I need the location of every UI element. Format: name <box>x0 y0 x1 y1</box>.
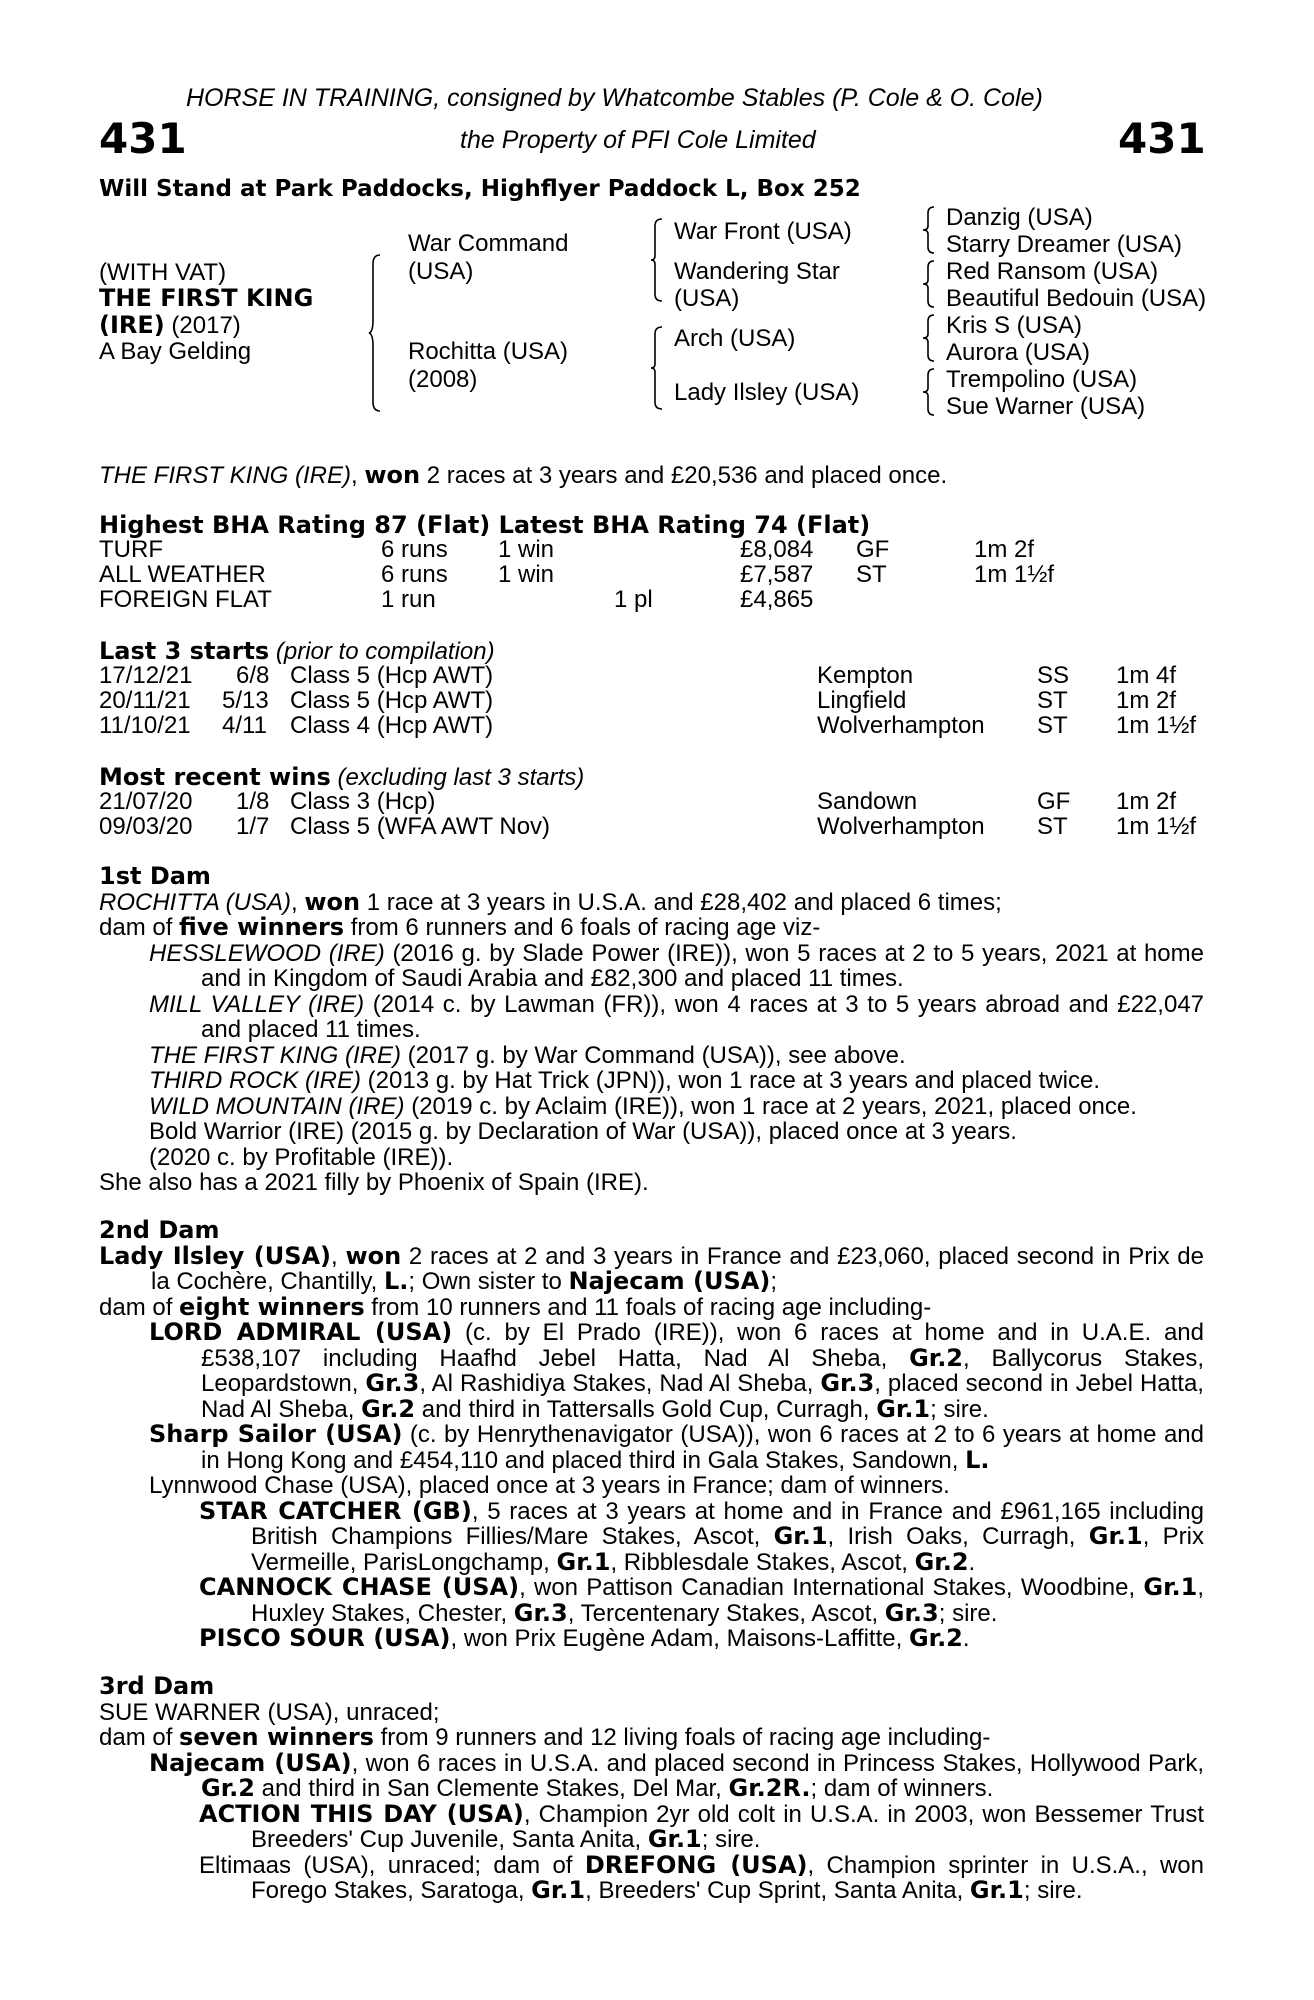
pedigree-brace-4c <box>922 314 936 362</box>
horse-name: THE FIRST KING <box>99 284 314 312</box>
pedigree-brace-dam <box>650 326 664 410</box>
rating-surface: TURF <box>99 536 163 563</box>
progeny-entry: HESSLEWOOD (IRE) (2016 g. by Slade Power (IRE)), won 5 races at 2 to 5 years, 2021 at home and in Kingdom of Saudi Arabia and £82,300 and placed 11 times. <box>149 939 1204 992</box>
ped-dsd: Aurora (USA) <box>946 339 1091 366</box>
win-going: GF <box>1037 788 1071 815</box>
second-dam-heading: 2nd Dam <box>99 1216 220 1244</box>
win-distance: 1m 2f <box>1116 788 1177 815</box>
ped-sss: Danzig (USA) <box>946 204 1093 231</box>
stabling-line: Will Stand at Park Paddocks, Highflyer Paddock L, Box 252 <box>99 176 861 202</box>
start-race: Class 5 (Hcp AWT) <box>290 687 494 714</box>
also-has-line: She also has a 2021 filly by Phoenix of Spain (IRE). <box>99 1169 649 1196</box>
start-date: 17/12/21 <box>99 662 193 689</box>
ped-dds: Trempolino (USA) <box>946 366 1138 393</box>
win-course: Sandown <box>817 788 918 815</box>
rating-heading: Highest BHA Rating 87 (Flat) Latest BHA Rating 74 (Flat) <box>99 511 871 539</box>
progeny-entry: STAR CATCHER (GB), 5 races at 3 years at home and in France and £961,165 including British Champions Fillies/Mare Stakes, Ascot, Gr.1, Irish Oaks, Curragh, Gr.1, Prix Vermeille, ParisLongchamp, Gr.1, Ribblesdale Stakes, Ascot, Gr.2. <box>199 1496 1205 1576</box>
lot-number-left: 431 <box>99 114 187 163</box>
progeny-entry: Lynnwood Chase (USA), placed once at 3 years in France; dam of winners. <box>149 1472 950 1499</box>
rating-runs: 1 run <box>381 586 436 613</box>
sire-name: War Command <box>408 230 569 257</box>
first-dam-section: 1st Dam ROCHITTA (USA), won 1 race at 3 years in U.S.A. and £28,402 and placed 6 times; dam of five winners from 6 runners and 6 foals of racing age viz- HESSLEWOOD (IRE) (2016 g. by Slade Power (IRE)), won 5 races at 2 to 5 years, 2021 at home and in Kingdom of Saudi Arabia and £82,300 and placed 11 times. MILL VALLEY (IRE) (2014 c. by Lawman (FR)), won 4 races at 3 to 5 years abroad and £22,047 and placed 11 times. THE FIRST KING (IRE) (2017 g. by War Command (USA)), see above. THIRD ROCK (IRE) (2013 g. by Hat Trick (JPN)), won 1 race at 3 years and placed twice. WILD MOUNTAIN (IRE) (2019 c. by Aclaim (IRE)), won 1 race at 2 years, 2021, placed once. Bold Warrior (IRE) (2015 g. by Declaration of War (USA)), placed once at 3 years. (2020 c. by Profitable (IRE)). She also has a 2021 filly by Phoenix of Spain (IRE). <box>99 862 1205 1196</box>
start-going: ST <box>1037 712 1068 739</box>
ped-ss: War Front (USA) <box>674 218 852 245</box>
pedigree-brace-sire <box>650 218 664 302</box>
start-position: 4/11 <box>222 712 267 739</box>
rating-going: ST <box>856 561 887 588</box>
ped-sds: Red Ransom (USA) <box>946 258 1159 285</box>
progeny-entry: Najecam (USA), won 6 races in U.S.A. and placed second in Princess Stakes, Hollywood Park, Gr.2 and third in San Clemente Stakes, Del Mar, Gr.2R.; dam of winners. <box>149 1748 1204 1802</box>
win-going: ST <box>1037 813 1068 840</box>
pedigree-brace-4d <box>922 368 936 416</box>
first-dam-heading: 1st Dam <box>99 862 211 890</box>
start-date: 20/11/21 <box>99 687 191 714</box>
last-starts-heading: Last 3 starts (prior to compilation) <box>99 637 495 665</box>
progeny-entry: THE FIRST KING (IRE) (2017 g. by War Command (USA)), see above. <box>149 1041 906 1069</box>
horse-description: A Bay Gelding <box>99 338 252 365</box>
start-course: Wolverhampton <box>817 712 985 739</box>
lot-number-right: 431 <box>1118 114 1206 163</box>
horse-year: (2017) <box>171 312 241 339</box>
start-course: Kempton <box>817 662 914 689</box>
rating-prize: £7,587 <box>740 561 814 588</box>
progeny-entry: ACTION THIS DAY (USA), Champion 2yr old colt in U.S.A. in 2003, won Bessemer Trust Breeders' Cup Juvenile, Santa Anita, Gr.1; sire. <box>199 1799 1204 1853</box>
win-race: Class 3 (Hcp) <box>290 788 436 815</box>
rating-wins: 1 win <box>498 536 555 563</box>
progeny-entry: PISCO SOUR (USA), won Prix Eugène Adam, Maisons-Laffitte, Gr.2. <box>199 1624 970 1652</box>
progeny-entry: CANNOCK CHASE (USA), won Pattison Canadian International Stakes, Woodbine, Gr.1, Huxley Stakes, Chester, Gr.3, Tercentenary Stakes, Ascot, Gr.3; sire. <box>199 1573 1205 1627</box>
consignment-line: HORSE IN TRAINING, consigned by Whatcombe Stables (P. Cole & O. Cole) <box>186 84 1043 112</box>
pedigree-brace-4a <box>922 206 936 254</box>
ped-sd: Wandering Star <box>674 258 840 285</box>
rating-prize: £8,084 <box>740 536 814 563</box>
ped-sd-country: (USA) <box>674 285 740 312</box>
start-distance: 1m 2f <box>1116 687 1177 714</box>
rating-distance: 1m 2f <box>974 536 1035 563</box>
start-date: 11/10/21 <box>99 712 191 739</box>
rating-runs: 6 runs <box>381 536 448 563</box>
rating-prize: £4,865 <box>740 586 814 613</box>
progeny-entry: WILD MOUNTAIN (IRE) (2019 c. by Aclaim (IRE)), won 1 race at 2 years, 2021, placed once. <box>149 1092 1137 1120</box>
rating-wins: 1 win <box>498 561 555 588</box>
race-summary: THE FIRST KING (IRE), won 2 races at 3 years and £20,536 and placed once. <box>99 461 948 489</box>
progeny-entry: Sharp Sailor (USA) (c. by Henrythenavigator (USA)), won 6 races at 2 to 6 years at home and in Hong Kong and £454,110 and placed third in Gala Stakes, Sandown, L. <box>149 1420 1204 1474</box>
ped-ddd: Sue Warner (USA) <box>946 393 1146 420</box>
win-position: 1/7 <box>236 813 270 840</box>
dam-name: Rochitta (USA) <box>408 338 569 365</box>
start-position: 5/13 <box>222 687 269 714</box>
third-dam-heading: 3rd Dam <box>99 1672 215 1700</box>
win-distance: 1m 1½f <box>1116 813 1197 840</box>
start-going: SS <box>1037 662 1070 689</box>
pedigree-brace-main <box>368 254 382 412</box>
win-position: 1/8 <box>236 788 270 815</box>
rating-places: 1 pl <box>614 586 653 613</box>
start-position: 6/8 <box>236 662 270 689</box>
ped-sdd: Beautiful Bedouin (USA) <box>946 285 1207 312</box>
win-race: Class 5 (WFA AWT Nov) <box>290 813 551 840</box>
ped-dd: Lady Ilsley (USA) <box>674 379 860 406</box>
win-date: 21/07/20 <box>99 788 193 815</box>
ped-ssd: Starry Dreamer (USA) <box>946 231 1183 258</box>
start-distance: 1m 1½f <box>1116 712 1197 739</box>
recent-wins-heading: Most recent wins (excluding last 3 starts) <box>99 763 585 791</box>
win-date: 09/03/20 <box>99 813 193 840</box>
start-race: Class 5 (Hcp AWT) <box>290 662 494 689</box>
progeny-entry: MILL VALLEY (IRE) (2014 c. by Lawman (FR)), won 4 races at 3 to 5 years abroad and £22,047 and placed 11 times. <box>149 990 1205 1043</box>
start-race: Class 4 (Hcp AWT) <box>290 712 494 739</box>
progeny-entry: (2020 c. by Profitable (IRE)). <box>149 1143 454 1171</box>
progeny-entry: THIRD ROCK (IRE) (2013 g. by Hat Trick (JPN)), won 1 race at 3 years and placed twice. <box>149 1067 1100 1094</box>
rating-runs: 6 runs <box>381 561 448 588</box>
rating-going: GF <box>856 536 890 563</box>
start-going: ST <box>1037 687 1068 714</box>
ped-dss: Kris S (USA) <box>946 312 1083 339</box>
progeny-entry: Eltimaas (USA), unraced; dam of DREFONG (USA), Champion sprinter in U.S.A., won Forego Stakes, Saratoga, Gr.1, Breeders' Cup Sprint, Santa Anita, Gr.1; sire. <box>199 1850 1204 1904</box>
win-course: Wolverhampton <box>817 813 985 840</box>
property-line: the Property of PFI Cole Limited <box>460 126 816 154</box>
rating-distance: 1m 1½f <box>974 561 1055 588</box>
rating-surface: ALL WEATHER <box>99 561 266 588</box>
ped-ds: Arch (USA) <box>674 325 796 352</box>
progeny-entry: LORD ADMIRAL (USA) (c. by El Prado (IRE)), won 6 races at home and in U.A.E. and £538,107 including Haafhd Jebel Hatta, Nad Al Sheba, Gr.2, Ballycorus Stakes, Leopardstown, Gr.3, Al Rashidiya Stakes, Nad Al Sheba, Gr.3, placed second in Jebel Hatta, Nad Al Sheba, Gr.2 and third in Tattersalls Gold Cup, Curragh, Gr.1; sire. <box>149 1318 1205 1423</box>
second-dam-section: 2nd Dam Lady Ilsley (USA), won 2 races at 2 and 3 years in France and £23,060, placed second in Prix de la Cochère, Chantilly, L.; Own sister to Najecam (USA); dam of eight winners from 10 runners and 11 foals of racing age including- LORD ADMIRAL (USA) (c. by El Prado (IRE)), won 6 races at home and in U.A.E. and £538,107 including Haafhd Jebel Hatta, Nad Al Sheba, Gr.2, Ballycorus Stakes, Leopardstown, Gr.3, Al Rashidiya Stakes, Nad Al Sheba, Gr.3, placed second in Jebel Hatta, Nad Al Sheba, Gr.2 and third in Tattersalls Gold Cup, Curragh, Gr.1; sire. Sharp Sailor (USA) (c. by Henrythenavigator (USA)), won 6 races at 2 to 6 years at home and in Hong Kong and £454,110 and placed third in Gala Stakes, Sandown, L. Lynnwood Chase (USA), placed once at 3 years in France; dam of winners. STAR CATCHER (GB), 5 races at 3 years at home and in France and £961,165 including British Champions Fillies/Mare Stakes, Ascot, Gr.1, Irish Oaks, Curragh, Gr.1, Prix Vermeille, ParisLongchamp, Gr.1, Ribblesdale Stakes, Ascot, Gr.2. CANNOCK CHASE (USA), won Pattison Canadian International Stakes, Woodbine, Gr.1, Huxley Stakes, Chester, Gr.3, Tercentenary Stakes, Ascot, Gr.3; sire. PISCO SOUR (USA), won Prix Eugène Adam, Maisons-Laffitte, Gr.2. <box>99 1216 1205 1652</box>
start-course: Lingfield <box>817 687 907 714</box>
sire-country: (USA) <box>408 258 474 285</box>
dam-year: (2008) <box>408 366 478 393</box>
horse-country: (IRE) <box>99 311 165 339</box>
vat-label: (WITH VAT) <box>99 259 227 286</box>
start-distance: 1m 4f <box>1116 662 1177 689</box>
rating-surface: FOREIGN FLAT <box>99 586 272 613</box>
progeny-entry: Bold Warrior (IRE) (2015 g. by Declaration of War (USA)), placed once at 3 years. <box>149 1118 1017 1145</box>
third-dam-section: 3rd Dam SUE WARNER (USA), unraced; dam of seven winners from 9 runners and 12 living foals of racing age including- Najecam (USA), won 6 races in U.S.A. and placed second in Princess Stakes, Hollywood Park, Gr.2 and third in San Clemente Stakes, Del Mar, Gr.2R.; dam of winners. ACTION THIS DAY (USA), Champion 2yr old colt in U.S.A. in 2003, won Bessemer Trust Breeders' Cup Juvenile, Santa Anita, Gr.1; sire. Eltimaas (USA), unraced; dam of DREFONG (USA), Champion sprinter in U.S.A., won Forego Stakes, Saratoga, Gr.1, Breeders' Cup Sprint, Santa Anita, Gr.1; sire. <box>99 1672 1204 1904</box>
pedigree-brace-4b <box>922 260 936 308</box>
